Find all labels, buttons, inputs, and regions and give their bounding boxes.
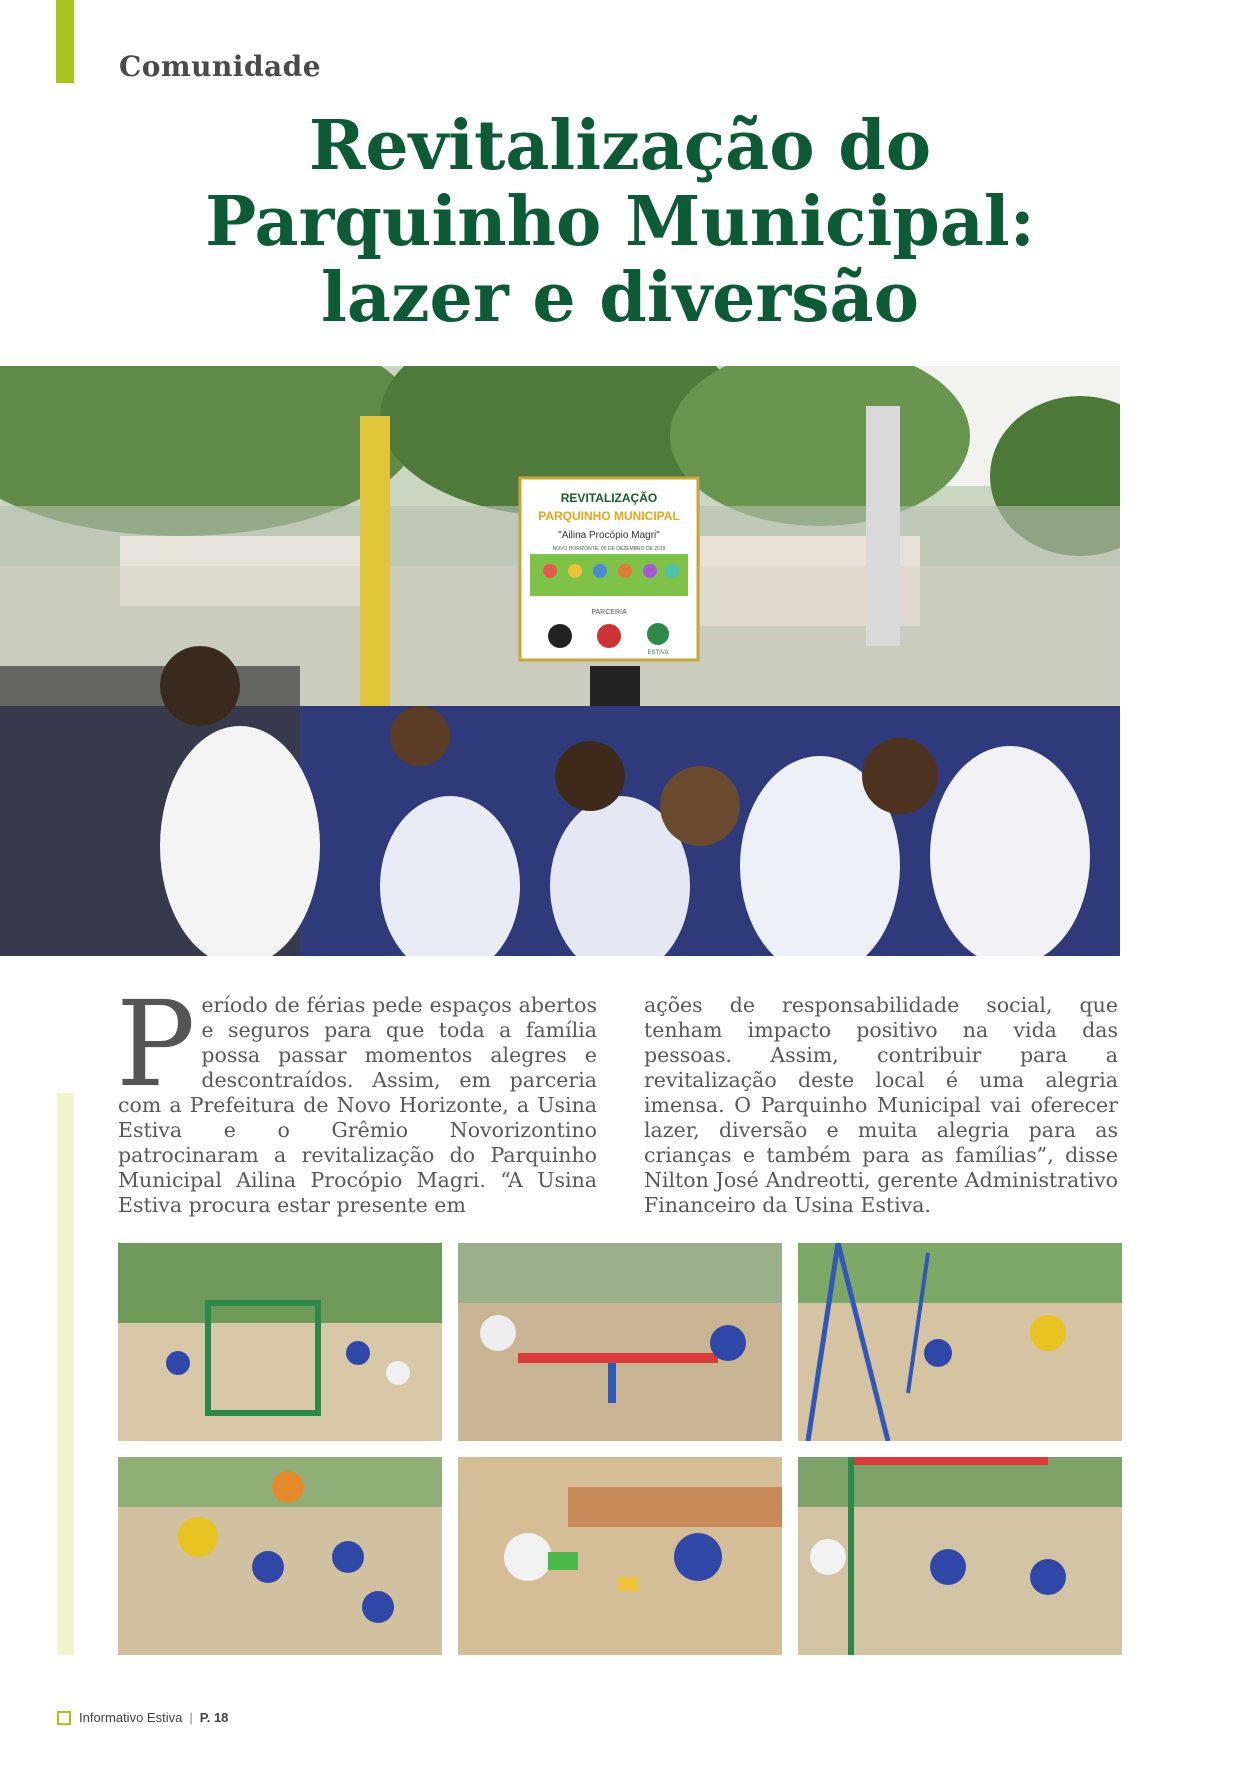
section-label: Comunidade	[119, 50, 322, 83]
page-footer	[57, 1710, 228, 1725]
page-number: P. 18	[199, 1710, 229, 1725]
photo-gallery	[118, 1243, 1122, 1653]
gallery-photo-6	[798, 1457, 1122, 1655]
footer-square-icon	[57, 1711, 71, 1725]
sign-line-2: PARQUINHO MUNICIPAL	[538, 509, 680, 523]
gallery-photo-3	[798, 1243, 1122, 1441]
gallery-photo-4	[118, 1457, 442, 1655]
title-line-1: Revitalização do	[308, 106, 932, 186]
gallery-photo-2	[458, 1243, 782, 1441]
drop-cap: P	[116, 975, 196, 1113]
partner-logo-2	[597, 624, 621, 648]
partner-logo-1	[548, 624, 572, 648]
gallery-photo-5	[458, 1457, 782, 1655]
sign-line-4: NOVO HORIZONTE, 05 DE DEZEMBRO DE 2019	[552, 546, 666, 552]
article-title	[120, 108, 1120, 336]
sign-line-3: "Ailina Procópio Magri"	[558, 530, 660, 541]
title-line-3: lazer e diversão	[321, 258, 919, 338]
title-line-2: Parquinho Municipal:	[205, 182, 1035, 262]
article-column-2: ações de responsabilidade social, que tenham impacto positivo na vida das pessoas. Assim, contribuir para a revitalização deste local é uma alegria imensa. O Parquinho Municipal vai oferecer lazer, diversão e muita alegria para as crianças e também para as famílias”, disse Nilton José Andreotti, gerente Administrativo Financeiro da Usina Estiva.	[644, 993, 1118, 1217]
footer-separator: |	[189, 1710, 193, 1725]
column-1-text: eríodo de férias pede espaços abertos e seguros para que toda a família possa passar momentos alegres e descontraídos. Assim, em parceria com a Prefeitura de Novo Horizonte, a Usina Estiva e o Grêmio Novorizontino patrocinaram a revitalização do Parquinho Municipal Ailina Procópio Magri. “A Usina Estiva procura estar presente em	[118, 993, 597, 1217]
sign-partner-label: PARCERIA	[591, 609, 627, 616]
sign-logo-label: ESTIVA	[647, 650, 669, 656]
publication-name: Informativo Estiva	[79, 1710, 183, 1725]
side-accent-bar	[57, 1093, 74, 1655]
partner-logo-3	[647, 623, 669, 645]
gallery-photo-1	[118, 1243, 442, 1441]
article-column-1	[116, 975, 597, 1218]
sign-line-1: REVITALIZAÇÃO	[560, 491, 658, 505]
accent-bar	[56, 0, 74, 83]
hero-photo	[0, 366, 1120, 956]
